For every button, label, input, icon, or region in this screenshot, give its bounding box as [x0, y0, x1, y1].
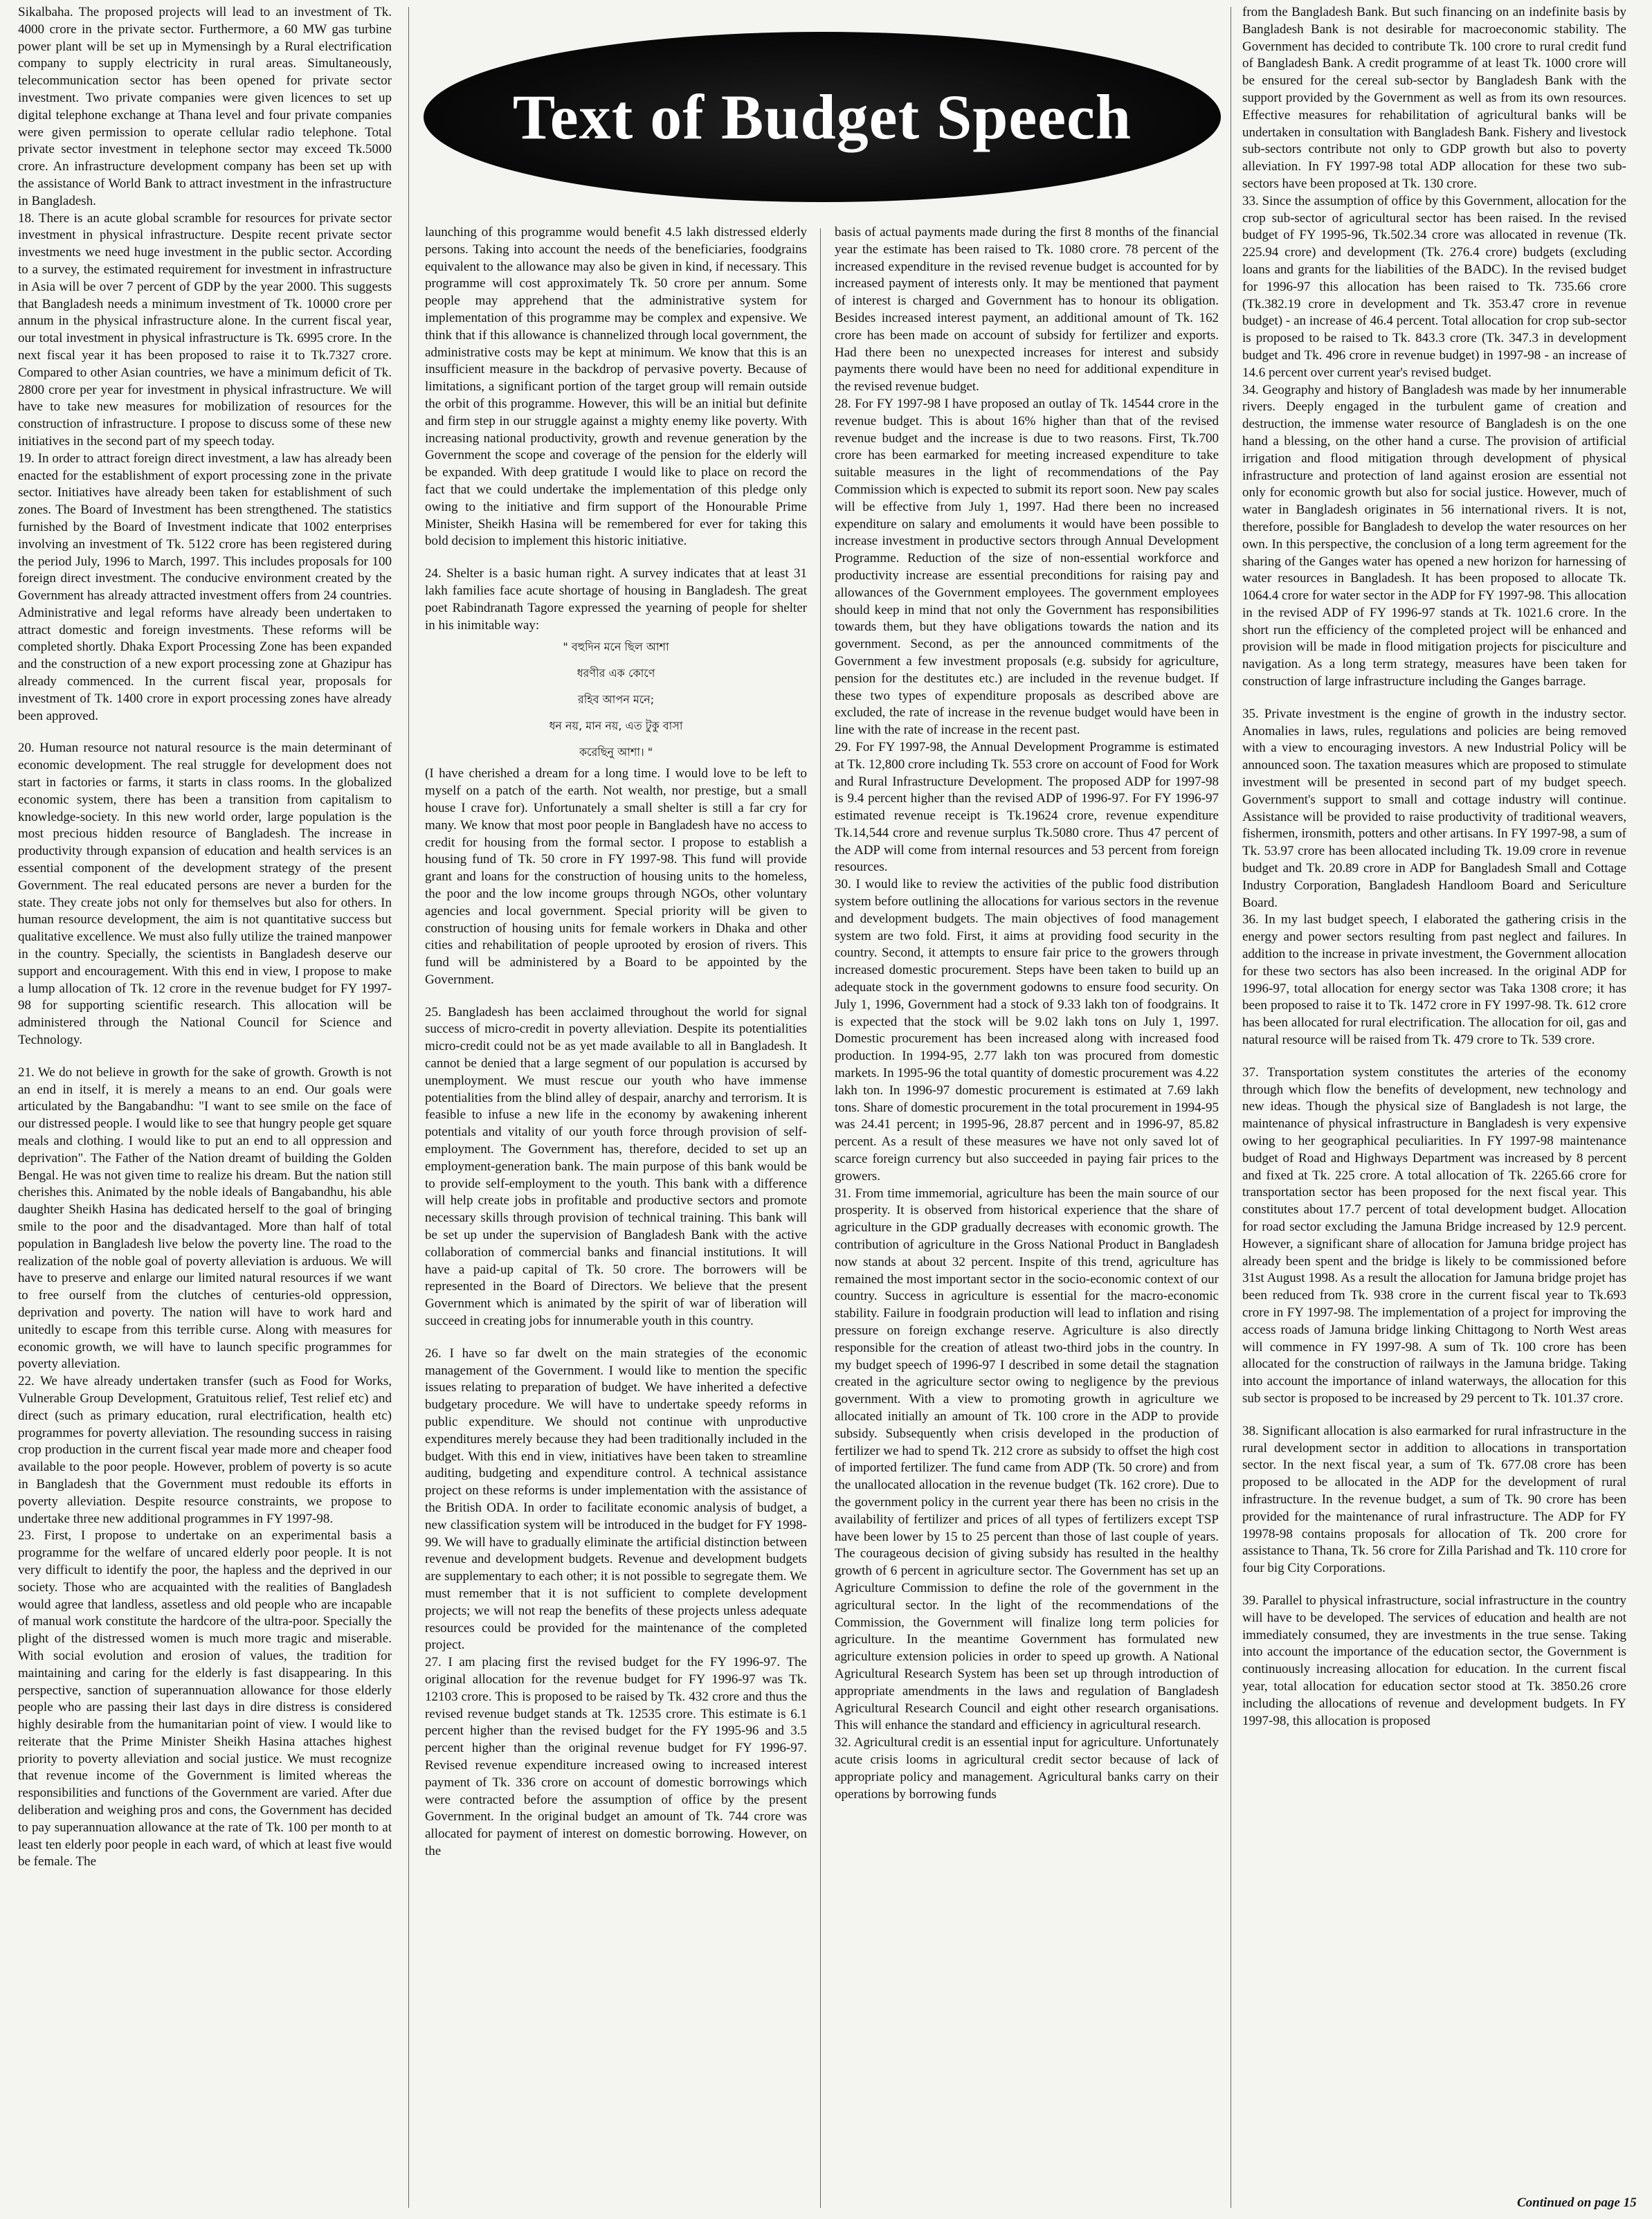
paragraph: 35. Private investment is the engine of growth in the industry sector. Anomalies in laws, rules, regulations and policies are being removed with a view to encouraging investors. A new Industrial Policy will be announced soon. The taxation measures which are proposed to stimulate investment will be presented in second part of my budget speech. Government's support to small and cottage industry will continue. Assistance will be provided to raise productivity of traditional weavers, fishermen, ironsmith, potters and other artisans. In FY 1997-98, a sum of Tk. 53.97 crore has been allocated including Tk. 19.09 crore in revenue budget and Tk. 20.89 crore in ADP for Bangladesh Small and Cottage Industry Corporation, Bangladesh Handloom Board and Sericulture Board. [1242, 706, 1626, 910]
column-3 [835, 224, 1219, 2216]
poem-line: " বহুদিন মনে ছিল আশা [563, 640, 669, 654]
paragraph: 37. Transportation system constitutes the arteries of the economy through which flow the benefits of development, new technology and new ideas. Though the physical size of Bangladesh is not large, the maintenance of physical infrastructure in Bangladesh is very expensive owing to her geographical peculiarities. In FY 1997-98 maintenance budget of Road and Highways Department was increased by 8 percent and fixed at Tk. 225 crore. A total allocation of Tk. 2265.66 crore for transportation sector has been proposed for the next fiscal year. This constitutes about 17.7 percent of total development budget. Allocation for road sector excluding the Jamuna Bridge increased by 12.9 percent. However, a significant share of allocation for Jamuna bridge project has already been spent and the bridge is likely to be commissioned before 31st August 1998. As a result the allocation for Jamuna bridge projet has been reduced from Tk. 938 crore in the current fiscal year to Tk.693 crore in FY 1997-98. The implementation of a project for improving the access roads of Jamuna bridge linking Chittagong to North West areas will commence in FY 1997-98. A sum of Tk. 100 crore has been allocated for the construction of railways in the Jamuna bridge. Taking into account the importance of inland waterways, the allocation for this sub sector is proposed to be increased by 29 percent to Tk. 101.37 crore. [1242, 1065, 1626, 1406]
masthead [424, 32, 1221, 202]
paragraph: 29. For FY 1997-98, the Annual Development Programme is estimated at Tk. 12,800 crore including Tk. 553 crore on account of Food for Work and Rural Infrastructure Development. The proposed ADP for 1997-98 is 9.4 percent higher than the revised ADP of 1996-97. For FY 1996-97 estimated revenue receipt is Tk.19624 crore, revenue expenditure Tk.14,544 crore and revenue surplus Tk.5080 crore. Thus 47 percent of the ADP will come from internal resources and 53 percent from foreign resources. [835, 739, 1219, 875]
column-rule [820, 228, 821, 2208]
paragraph: 18. There is an acute global scramble for resources for private sector investment in physical infrastructure. Despite recent private sector investments we need huge investment in the public sector. According to a survey, the estimated requirement for investment in infrastructure in Asia will be over 7 percent of GDP by the year 2000. This suggests that Bangladesh needs a minimum investment of Tk. 10000 crore per annum in the physical infrastructure alone. In the current fiscal year, our total investment in physical infrastructure is Tk. 6995 crore. In the next fiscal year it has been proposed to raise it to Tk.7327 crore. Compared to other Asian countries, we have a minimum deficit of Tk. 2800 crore per year for investment in physical infrastructure. We will have to take new measures for mobilization of resources for the construction of infrastructure. I propose to discuss some of these new initiatives in the second part of my speech today. [18, 210, 392, 449]
paragraph: 20. Human resource not natural resource is the main determinant of economic development. The real struggle for development does not start in factories or farms, it starts in class rooms. In the globalized economic system, there has been a transition from capitalism to knowledge-society. In this new world order, large population is the most precious hidden resource of Bangladesh. The increase in productivity through expansion of education and health services is an essential component of the development strategy of the present Government. The real educated persons are never a burden for the state. They create jobs not only for themselves but also for others. In human resource development, the aim is not quantitative success but qualitative excellence. We must also fully utilize the trained manpower in the country. Specially, the scientists in Bangladesh deserve our support and encouragement. With this end in view, I propose to make a lump allocation of Tk. 12 crore in the revenue budget for FY 1997-98 for supporting scientific research. This allocation will be administered through the National Council for Science and Technology. [18, 741, 392, 1048]
paragraph: 26. I have so far dwelt on the main strategies of the economic management of the Government. I would like to mention the specific issues relating to preparation of budget. We have inherited a defective budgetary procedure. We will have to undertake speedy reforms in public expenditure. We should not continue with unproductive expenditures merely because they had been traditionally included in the budget. With this end in view, initiatives have been taken to streamline auditing, budgeting and expenditure control. A technical assistance project on these reforms is under implementation with the assistance of the British ODA. In order to facilitate economic analysis of budget, a new classification system will be introduced in the budget for FY 1998-99. We will have to gradually eliminate the artificial distinction between revenue and development budgets. Revenue and development budgets are supplementary to each other; it is not possible to segregate them. We must remember that it is not sufficient to complete development projects; we will not reap the benefits of these projects unless adequate resources could be provided for the maintenance of the completed project. [425, 1346, 807, 1653]
column-2 [425, 224, 807, 2216]
paragraph: from the Bangladesh Bank. But such financing on an indefinite basis by Bangladesh Bank is not desirable for macroeconomic stability. The Government has decided to contribute Tk. 100 crore to rural credit fund of Bangladesh Bank. A credit programme of at least Tk. 1000 crore will be ensured for the cereal sub-sector by Bangladesh Bank with the support provided by the Government as well as from its own resources. Effective measures for rehabilitation of agricultural banks will be undertaken in consultation with Bangladesh Bank. Fishery and livestock sub-sectors contribute not only to GDP growth but also to poverty alleviation. In FY 1997-98 total ADP allocation for these two sub-sectors have been proposed at Tk. 130 crore. [1242, 5, 1626, 191]
column-1 [18, 4, 392, 2216]
paragraph: 27. I am placing first the revised budget for the FY 1996-97. The original allocation for the revenue budget for FY 1996-97 was Tk. 12103 crore. This is proposed to be raised by Tk. 432 crore and thus the revised revenue budget stands at Tk. 12535 crore. This estimate is 6.1 percent higher than the revised budget for the FY 1995-96 and 3.5 percent higher than the original revenue budget for FY 1996-97. Revised revenue expenditure increased owing to increased interest payment of Tk. 336 crore on account of domestic borrowings which were contracted before the assumption of office by the present Government. In the original budget an amount of Tk. 744 crore was allocated for payment of interest on domestic borrowing. However, on the [425, 1655, 807, 1858]
paragraph: launching of this programme would benefit 4.5 lakh distressed elderly persons. Taking into account the needs of the beneficiaries, foodgrains equivalent to the allowance may also be given in kind, if necessary. This programme will cost approximately Tk. 50 crore per annum. Some people may apprehend that the administrative system for implementation of this programme may be complex and expensive. We think that if this allowance is channelized through local government, the administrative costs may be kept at minimum. We know that this is an insufficient measure in the backdrop of pervasive poverty. Because of limitations, a significant portion of the target group will remain outside the orbit of this programme. However, this will be an initial but definite and firm step in our struggle against a mighty enemy like poverty. With increasing national productivity, growth and revenue generation by the Government the scope and coverage of the pension for the elderly will be expanded. With deep gratitude I would like to place on record the fact that we could undertake the implementation of this pledge only owing to the initiative and firm support of the Honourable Prime Minister, Sheikh Hasina will be remembered for ever for taking this bold decision to implement this historic initiative. [425, 225, 807, 549]
paragraph: 32. Agricultural credit is an essential input for agriculture. Unfortunately acute crisis looms in agricultural credit sector because of lack of appropriate policy and management. Agricultural banks carry on their operations by borrowing funds [835, 1735, 1219, 1802]
poem-line: রহিব আপন মনে; [577, 693, 655, 707]
paragraph: 28. For FY 1997-98 I have proposed an outlay of Tk. 14544 crore in the revenue budget. This is about 16% higher than that of the revised revenue budget and the increase is due to two reasons. First, Tk.700 crore has been earmarked for meeting increased expenditure to take suitable measures in the light of recommendations of the Pay Commission which is expected to submit its report soon. New pay scales will be effective from July 1, 1997. Had there been no increased expenditure on salary and emoluments it would have been possible to increase investment in productive sectors through Annual Development Programme. Reduction of the size of non-essential workforce and productivity increase are essential preconditions for raising pay and allowances of the Government employees. The government employees should keep in mind that not only the Government has responsibilities towards them, but they have obligations towards the nation and its government. Second, as per the announced commitments of the Government a few investment proposals (e.g. subsidy for agriculture, pension for the destitutes etc.) are included in the revenue budget. If these two types of expenditure proposals as described above are excluded, the rate of increase in the revenue budget would have been in line with the rate of increase in the recent past. [835, 396, 1219, 738]
paragraph: 39. Parallel to physical infrastructure, social infrastructure in the country will have to be developed. The services of education and health are not immediately consumed, they are investments in the true sense. Taking into account the importance of the education sector, the Government is continuously increasing allocation for education. In the current fiscal year, total allocation for education sector stood at Tk. 3850.26 crore including the allocations of revenue and development budgets. In FY 1997-98, this allocation is proposed [1242, 1593, 1626, 1728]
paragraph: Sikalbaha. The proposed projects will lead to an investment of Tk. 4000 crore in the private sector. Furthermore, a 60 MW gas turbine power plant will be set up in Mymensingh by a Rural electrification company to supply electricity in rural areas. Simultaneously, telecommunication sector has been opened for private sector investment. Two private companies were given licences to set up digital telephone exchange at Thana level and four private companies were given permission to operate cellular radio telephone. Total private sector investment in telephone sector may exceed Tk.5000 crore. An infrastructure development company has been set up with the assistance of World Bank to attract investment in the infrastructure in Bangladesh. [18, 5, 392, 208]
continued-note[interactable]: Continued on page 15 [1517, 2195, 1637, 2210]
page-title: Text of Budget Speech [512, 82, 1132, 152]
paragraph: 38. Significant allocation is also earmarked for rural infrastructure in the rural development sector in addition to allocations in transportation sector. In the next fiscal year, a sum of Tk. 677.08 crore has been proposed to be allocated in the ADP for the development of rural infrastructure. In the revenue budget, a sum of Tk. 90 crore has been provided for the maintenance of rural infrastructure. The ADP for FY 19978-98 contains proposals for allocation of Tk. 200 crore for assistance to Thana, Tk. 56 crore for Zilla Parishad and Tk. 110 crore for four big City Corporations. [1242, 1423, 1626, 1576]
poem-line: ধন নয়, মান নয়, এত টুকু বাসা [549, 719, 683, 733]
paragraph: 19. In order to attract foreign direct investment, a law has already been enacted for the establishment of export processing zone in the private sector. Initiatives have already been taken for establishment of such zones. The Board of Investment has been strengthened. The statistics furnished by the Board of Investment indicate that 1002 enterprises involving an investment of Tk. 5122 crore has been registered during the period July, 1996 to March, 1997. This includes proposals for 100 foreign direct investment. The conducive environment created by the Government has already attracted investment offers from 24 countries. Administrative and legal reforms have already been undertaken to attract domestic and foreign investments. These reforms will be completed shortly. Dhaka Export Processing Zone has been expanded and the construction of a new export processing zone at Ghazipur has already commenced. In the current fiscal year, proposals for investment of Tk. 1400 crore in export processing zones have already been approved. [18, 451, 392, 723]
paragraph: 31. From time immemorial, agriculture has been the main source of our prosperity. It is observed from historical experience that the share of agriculture in the GDP gradually decreases with economic growth. The contribution of agriculture in the Gross National Product in Bangladesh now stands at about 32 percent. Inspite of this trend, agriculture has remained the most important sector in the socio-economic context of our country. Success in agriculture is essential for the macro-economic stability. Failure in foodgrain production will lead to inflation and rising pressure on foreign exchange reserve. Agriculture is also directly responsible for the creation of atleast two-third jobs in the country. In my budget speech of 1996-97 I described in some detail the stagnation created in the agriculture sector owing to negligence by the previous government. With a view to promoting growth in agriculture we allocated initially an amount of Tk. 100 crore in the ADP to provide subsidy. Subsequently when crisis developed in the production of fertilizer we had to spend Tk. 212 crore as subsidy to offset the high cost of imported fertilizer. The fund came from ADP (Tk. 50 crore) and from the unallocated allocation in the revenue budget (Tk. 162 crore). Due to the government policy in the current year there has been no crisis in the availability of fertilizer and prices of all types of fertilizers except TSP have been lower by 15 to 25 percent than those of last couple of years. The courageous decision of giving subsidy has resulted in the healthy growth of 6 percent in agriculture sector. The Government has set up an Agriculture Commission to define the role of the government in the agricultural sector. In the light of the recommendations of the Commission, the Government will finalize long term policies for agriculture. In the meantime Government has formulated new agriculture extension policies in order to speed up growth. A National Agricultural Research System has been set up through introduction of appropriate amendments in the laws and regulation of Bangladesh Agricultural Research Council and eight other research organisations. This will enhance the standard and efficiency in agricultural research. [835, 1186, 1219, 1733]
paragraph: 22. We have already undertaken transfer (such as Food for Works, Vulnerable Group Development, Gratuitous relief, Test relief etc) and direct (such as primary education, rural electrification, health etc) programmes for poverty alleviation. The resounding success in raising crop production in the current fiscal year made more and cheaper food available to the poor people. However, problem of poverty is so acute in Bangladesh that the Government must redouble its efforts in poverty alleviation. Despite resource constraints, we propose to undertake three new additional programmes in FY 1997-98. [18, 1374, 392, 1526]
poem-line: করেছিনু আশা। " [579, 745, 653, 759]
bengali-poem [425, 634, 807, 766]
paragraph: 33. Since the assumption of office by this Government, allocation for the crop sub-sector of agricultural sector has been raised. In the revised budget of FY 1995-96, Tk.502.34 crore was allocated in revenue (Tk. 225.94 crore) and development (Tk. 276.4 crore) budgets (excluding loans and grants for the liabilities of the BADC). In the revised budget for 1996-97 this allocation has been raised to Tk. 735.66 crore (Tk.382.19 crore in development and Tk. 353.47 crore in revenue budget) - an increase of 46.4 percent. Total allocation for crop sub-sector is proposed to be raised to Tk. 843.3 crore (Tk. 347.3 in development budget and Tk. 496 crore in revenue budget) in 1997-98 - an increase of 14.6 percent over current year's revised budget. [1242, 193, 1626, 380]
paragraph: 24. Shelter is a basic human right. A survey indicates that at least 31 lakh families face acute shortage of housing in Bangladesh. The great poet Rabindranath Tagore expressed the yearning of people for shelter in his inimitable way: [425, 566, 807, 633]
paragraph: 21. We do not believe in growth for the sake of growth. Growth is not an end in itself, it is merely a means to an end. Our goals were articulated by the Bangabandhu: "I want to see smile on the face of our distressed people. I would like to see that hungry people get square meals and clothing. I would like to put an end to all oppression and deprivation". The Father of the Nation dreamt of building the Golden Bengal. He was not given time to realize his dream. But the nation still cherishes this. Animated by the noble ideals of Bangabandhu, his able daughter Sheikh Hasina has dedicated herself to the goal of bringing smile to the poor and the disadvantaged. More than half of total population in Bangladesh live below the poverty line. The road to the realization of the noble goal of poverty alleviation is arduous. We will have to preserve and enlarge our limited natural resources if we want to free ourself from the clutches of centuries-old oppression, deprivation and poverty. The nation will have to work hard and unitedly to escape from this terrible curse. Along with measures for economic growth, we will have to launch specific programmes for poverty alleviation. [18, 1065, 392, 1372]
poem-line: ধরণীর এক কোণে [577, 667, 655, 680]
column-rule [408, 7, 409, 2208]
paragraph: basis of actual payments made during the first 8 months of the financial year the estimate has been raised to Tk. 1080 crore. 78 percent of the increased expenditure in the revised revenue budget is accounted for by increased payment of interests only. It may be mentioned that payment of interest is charged and Government has to honour its obligation. Besides increased interest payment, an additional amount of Tk. 162 crore has been made on account of subsidy for fertilizer and exports. Had there been no unexpected increases for interest and subsidy payments there would have been no need for additional expenditure in the revised revenue budget. [835, 225, 1219, 395]
paragraph: (I have cherished a dream for a long time. I would love to be left to myself on a patch of the earth. Not wealth, nor prestige, but a small house I crave for). Unfortunately a small shelter is still a far cry for many. We know that most poor people in Bangladesh have no access to credit for housing from the formal sector. I propose to establish a housing fund of Tk. 50 crore in FY 1997-98. This fund will provide grant and loans for the construction of housing units to the homeless, the poor and the low income groups through NGOs, other voluntary agencies and local government. Special priority will be given to construction of housing units for female workers in Dhaka and other cities and rehabilitation of people uprooted by erosion of rivers. This fund will be administered by a Board to be appointed by the Government. [425, 766, 807, 987]
paragraph: 34. Geography and history of Bangladesh was made by her innumerable rivers. Deeply engaged in the turbulent game of creation and destruction, the immense water resource of Bangladesh is on the one hand a blessing, on the other hand a curse. The provision of artificial irrigation and flood mitigation through development of physical infrastructure and protection of land against erosion are essential not only for economic growth but also for social justice. However, much of water in Bangladesh originates in 56 international rivers. It is not, therefore, possible for Bangladesh to develop the water resources on her own. In this perspective, the conclusion of a long term agreement for the sharing of the Ganges water has opened a new horizon for harnessing of water resources in Bangladesh. It has been proposed to allocate Tk. 1064.4 crore for water sector in the ADP for FY 1997-98. This allocation in the revised ADP of FY 1996-97 stands at Tk. 1021.6 crore. In the short run the efficiency of the completed project will be enhanced and provision will be made in flood mitigation projects for pisciculture and navigation. As a long term strategy, measures have been taken for construction of large infrastructure including the Ganges barrage. [1242, 382, 1626, 689]
paragraph: 25. Bangladesh has been acclaimed throughout the world for signal success of micro-credit in poverty alleviation. Despite its potentialities micro-credit could not be as yet made available to all in Bangladesh. It cannot be denied that a large segment of our population is accursed by unemployment. We must rescue our youth who have immense potentialities from the blind alley of despair, anarchy and terrorism. It is feasible to infuse a new life in the economy by awakening inherent potentials and vitality of our youth force through provision of self-employment. The Government has, therefore, decided to set up an employment-generation bank. The main purpose of this bank would be to provide self-employment to the youth. This bank with a difference will help create jobs in profitable and productive sectors and promote necessary skills through provision of technical training. This bank will be set up under the supervision of Bangladesh Bank with the active collaboration of commercial banks and financial institutions. It will have a paid-up capital of Tk. 50 crore. The borrowers will be represented in the Board of Directors. We believe that the present Government which is animated by the spirit of war of liberation will succeed in creating jobs for innumerable youth in this country. [425, 1004, 807, 1329]
column-4 [1242, 4, 1626, 2216]
paragraph: 30. I would like to review the activities of the public food distribution system before outlining the allocations for various sectors in the revenue and development budgets. The main objectives of food management system are two fold. First, it aims at providing food security in the country. Second, it attempts to ensure fair price to the growers through increased domestic procurement. Steps have been taken to build up an adequate stock in the government godowns to ensure food security. On July 1, 1996, Government had a stock of 9.33 lakh ton of foodgrains. It is expected that the stock will be 9.02 lakh tons on July 1, 1997. Domestic procurement has been increased along with increased food production. In 1994-95, 2.77 lakh ton was procured from domestic markets. In 1995-96 the total quantity of domestic procurement was 4.22 lakh ton. In 1996-97 domestic procurement is estimated at 7.69 lakh tons. Share of domestic procurement in the total procurement in 1994-95 was 24.41 percent; in 1995-96, 28.87 percent and in 1996-97, 85.82 percent. As a result of these measures we have not only saved lot of scarce foreign currency but also succeeded in paying fair prices to the growers. [835, 877, 1219, 1184]
paragraph: 23. First, I propose to undertake on an experimental basis a programme for the welfare of uncared elderly poor people. It is not very difficult to identify the poor, the hapless and the deprived in our society. Those who are acquainted with the realities of Bangladesh would agree that landless, assetless and old people who are incapable of manual work constitute the hardcore of the ultra-poor. Specially the plight of the distressed women is much more tragic and miserable. With social evolution and erosion of values, the tradition for maintaining and caring for the elderly is fast disappearing. In this perspective, sanction of superannuation allowance for those elderly people who are passing their last days in dire distress is considered highly desirable from the humanitarian point of view. I would like to reiterate that the Prime Minister Sheikh Hasina attaches highest priority to poverty alleviation and social justice. We must recognize that revenue income of the Government is limited whereas the responsibilities and functions of the Government are varied. After due deliberation and weighing pros and cons, the Government has decided to pay superannuation allowance at the rate of Tk. 100 per month to at least ten elderly poor people in each ward, of which at least five would be female. The [18, 1528, 392, 1869]
paragraph: 36. In my last budget speech, I elaborated the gathering crisis in the energy and power sectors resulting from past neglect and failures. In addition to the increase in private investment, the Government allocation for these two sectors has also been increased. In the original ADP for 1996-97, total allocation for energy sector was Taka 1308 crore; it has been proposed to raise it to Tk. 1472 crore in FY 1997-98. Tk. 612 crore has been allocated for rural electrification. The allocation for oil, gas and natural resource will be raised from Tk. 479 crore to Tk. 539 crore. [1242, 912, 1626, 1048]
